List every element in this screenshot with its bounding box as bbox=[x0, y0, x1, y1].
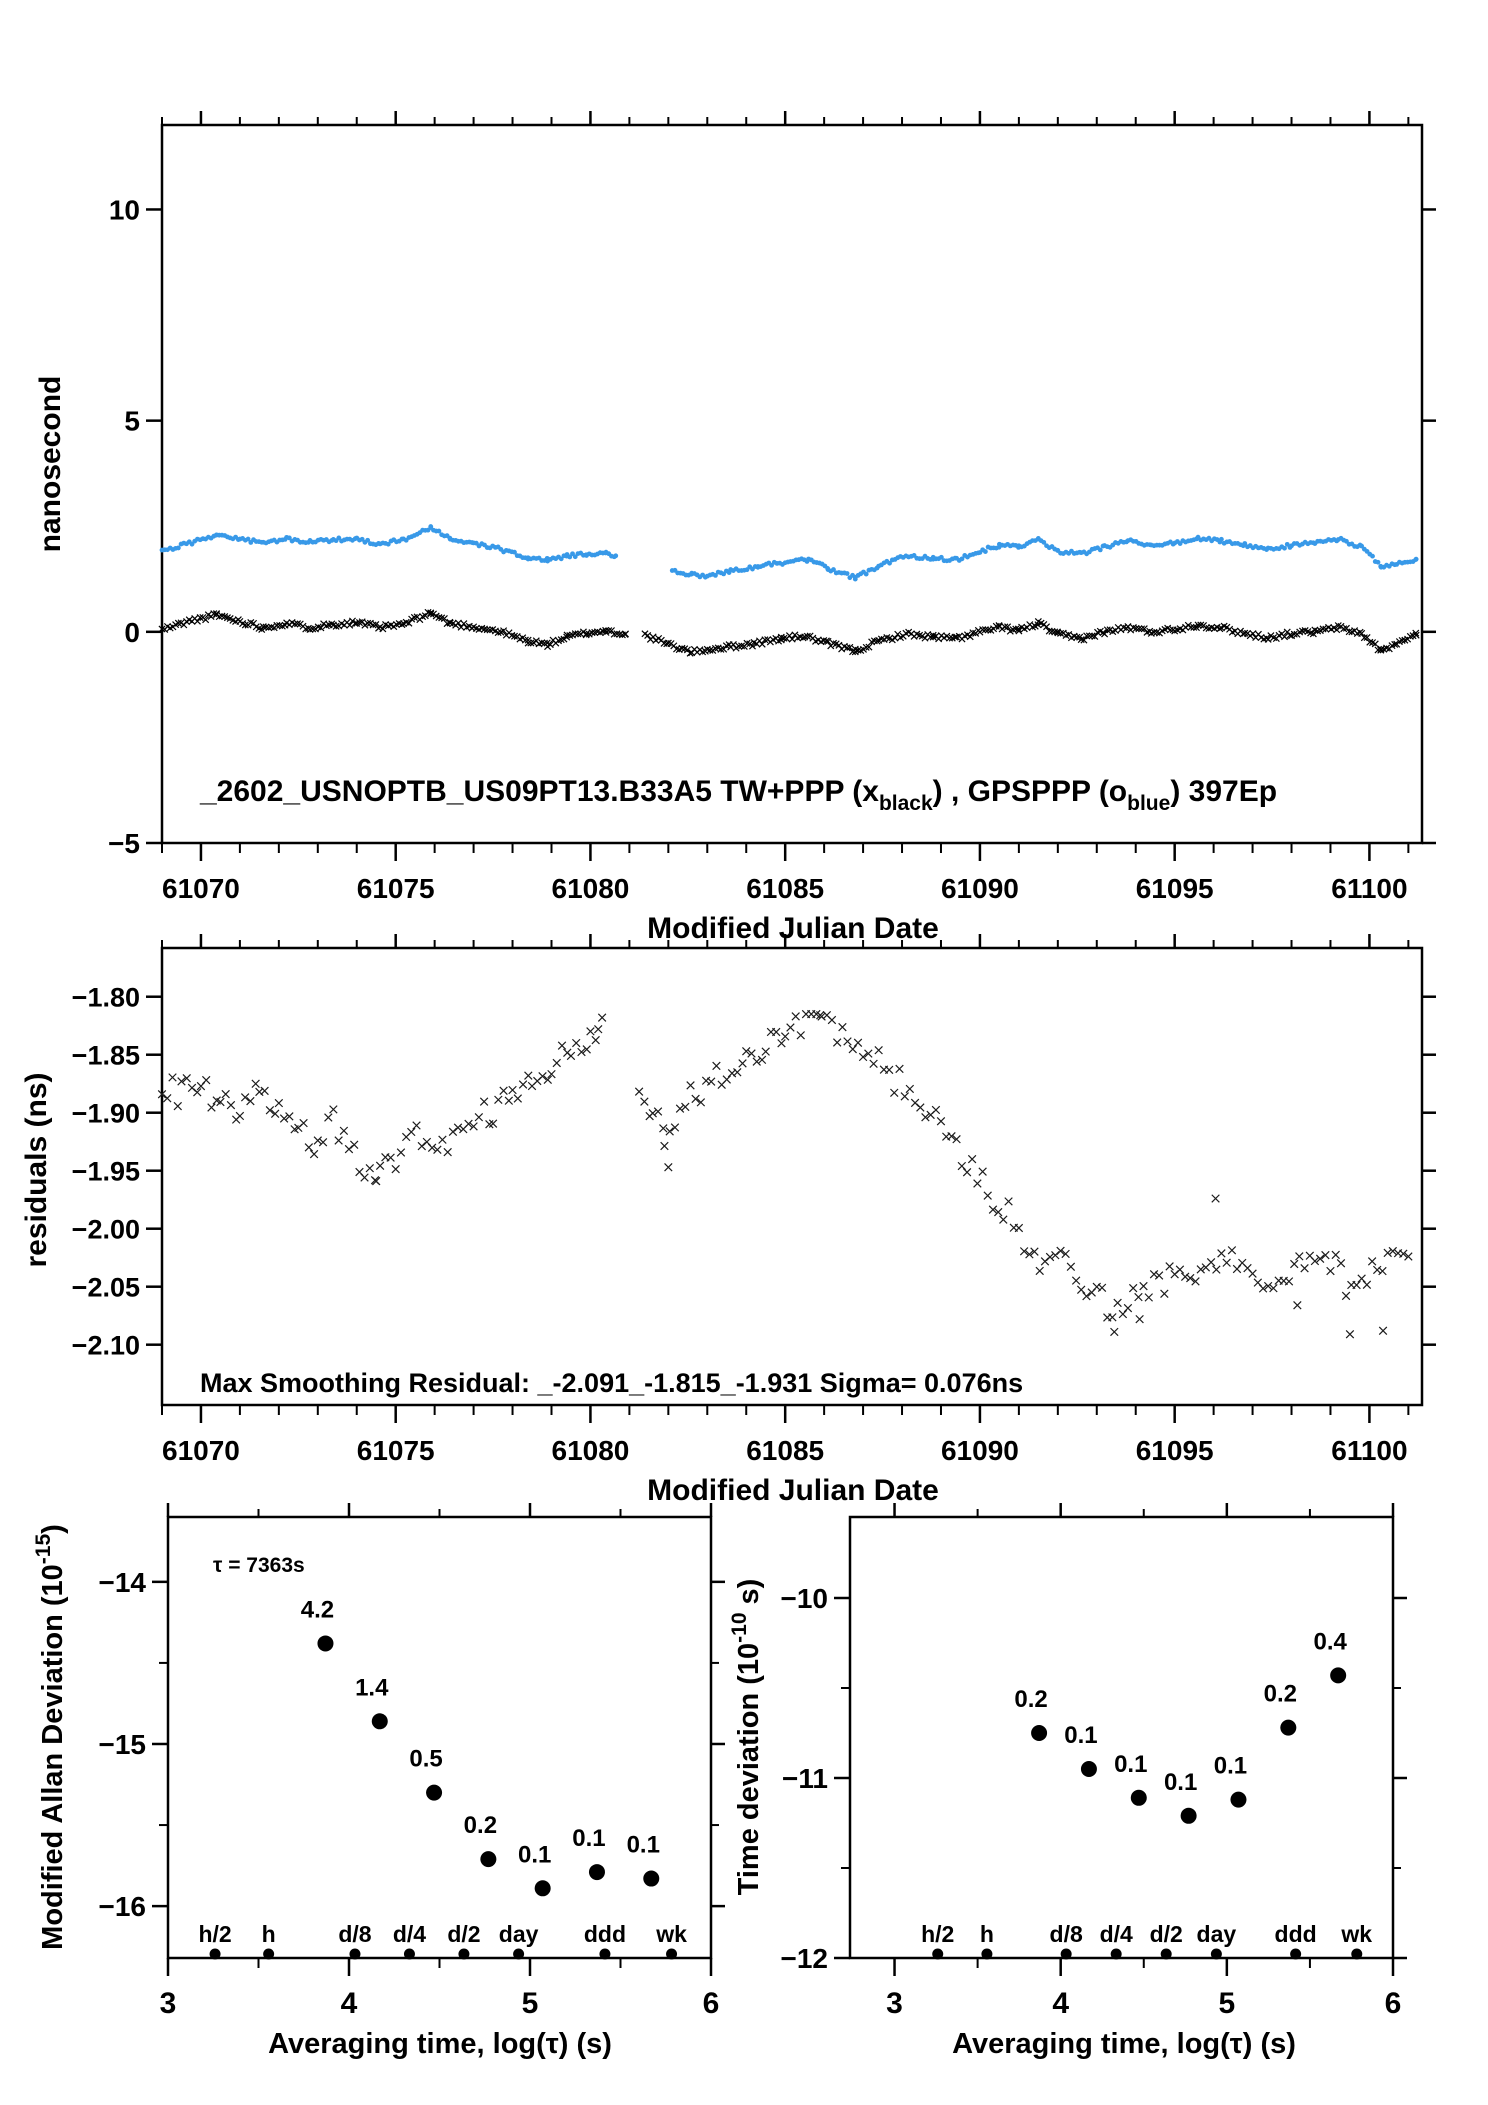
period-marker-dot bbox=[1211, 1949, 1222, 1960]
y-tick-label: −1.85 bbox=[71, 1040, 140, 1071]
data-point-value-label: 0.1 bbox=[517, 1841, 552, 1869]
top-chart-x-axis-title: Modified Julian Date bbox=[647, 912, 939, 945]
data-point-dot bbox=[535, 1880, 551, 1896]
data-point-dot bbox=[1230, 1792, 1246, 1808]
data-point-value-label: 0.2 bbox=[463, 1812, 498, 1840]
x-tick-label: 61070 bbox=[162, 1435, 240, 1466]
y-tick-label: −2.00 bbox=[71, 1214, 140, 1245]
data-point-value-label: 0.2 bbox=[1263, 1680, 1298, 1708]
x-tick-label: 61100 bbox=[1331, 873, 1408, 904]
mdev-x-axis-title: Averaging time, log(τ) (s) bbox=[268, 2028, 612, 2060]
data-point-dot bbox=[643, 1871, 659, 1887]
data-point-value-label: 0.1 bbox=[1163, 1768, 1198, 1796]
y-tick-label: −5 bbox=[108, 828, 140, 859]
y-tick-label: 0 bbox=[124, 616, 140, 648]
x-tick-label: 61080 bbox=[551, 873, 630, 904]
period-marker-dot bbox=[981, 1949, 992, 1960]
period-marker-dot bbox=[932, 1949, 943, 1960]
period-marker-dot bbox=[458, 1949, 469, 1960]
y-tick-label: −1.80 bbox=[71, 982, 140, 1013]
y-tick-label: −15 bbox=[98, 1728, 146, 1760]
data-point-value-label: 1.4 bbox=[355, 1674, 389, 1702]
data-point-value-label: 0.1 bbox=[1114, 1750, 1148, 1778]
data-point-dot bbox=[372, 1713, 388, 1729]
top-chart-y-axis-title: nanosecond bbox=[34, 375, 67, 553]
period-marker-label: d/8 bbox=[338, 1921, 372, 1947]
x-tick-label: 5 bbox=[521, 1987, 539, 2020]
x-tick-label: 61075 bbox=[356, 1435, 435, 1466]
period-marker-label: d/2 bbox=[447, 1921, 481, 1947]
period-marker-label: ddd bbox=[1274, 1921, 1317, 1947]
y-tick-label: −14 bbox=[98, 1566, 146, 1598]
mdev-y-axis-title: Modified Allan Deviation $(10^{-15})$ bbox=[32, 1524, 69, 1950]
x-tick-label: 3 bbox=[159, 1987, 177, 2020]
y-tick-label: 5 bbox=[124, 405, 140, 437]
period-marker-dot bbox=[1161, 1949, 1172, 1960]
y-tick-label: −1.95 bbox=[71, 1156, 140, 1187]
series-identification-label: _2602_USNOPTB_US09PT13.B33A5 TW+PPP $(x_{black})$ , GPSPPP $(o_{blue})$ 397Ep bbox=[200, 775, 1278, 815]
y-tick-label: −1.90 bbox=[71, 1098, 140, 1129]
data-point-dot bbox=[1031, 1725, 1047, 1741]
x-tick-label: 5 bbox=[1218, 1987, 1236, 2020]
period-marker-label: h/2 bbox=[198, 1921, 232, 1947]
y-tick-label: −12 bbox=[780, 1943, 828, 1974]
max-smoothing-residual-annotation: Max Smoothing Residual: _-2.091_-1.815_-1.931 Sigma= 0.076ns bbox=[200, 1368, 1024, 1398]
period-marker-dot bbox=[263, 1949, 274, 1960]
residuals-x-axis-title: Modified Julian Date bbox=[647, 1474, 939, 1507]
data-point-value-label: 0.2 bbox=[1014, 1686, 1048, 1713]
y-tick-label: −16 bbox=[98, 1891, 146, 1923]
period-marker-dot bbox=[349, 1949, 360, 1960]
period-marker-dot bbox=[1061, 1949, 1072, 1960]
period-marker-label: d/4 bbox=[392, 1921, 427, 1947]
x-tick-label: 61090 bbox=[940, 1435, 1019, 1466]
x-tick-label: 3 bbox=[886, 1987, 903, 2020]
tau-annotation: τ = 7363s bbox=[213, 1554, 305, 1577]
period-marker-label: wk bbox=[1341, 1921, 1373, 1947]
data-point-value-label: 4.2 bbox=[300, 1596, 335, 1624]
tdev-y-axis-title: Time deviation ($10^{-10}$ s) bbox=[728, 1578, 765, 1896]
x-tick-label: 61090 bbox=[940, 873, 1019, 904]
y-tick-label: 10 bbox=[108, 194, 140, 226]
data-point-value-label: 0.1 bbox=[1064, 1722, 1098, 1749]
data-point-dot bbox=[426, 1785, 442, 1801]
x-tick-label: 61070 bbox=[162, 873, 240, 904]
period-marker-dot bbox=[599, 1949, 610, 1960]
data-point-value-label: 0.4 bbox=[1313, 1628, 1347, 1656]
period-marker-dot bbox=[1351, 1949, 1362, 1960]
x-tick-label: 4 bbox=[1052, 1987, 1070, 2020]
x-tick-label: 61095 bbox=[1135, 1435, 1214, 1466]
y-tick-label: −2.10 bbox=[71, 1330, 140, 1361]
period-marker-dot bbox=[666, 1949, 677, 1960]
x-tick-label: 6 bbox=[1384, 1987, 1402, 2020]
x-tick-label: 61085 bbox=[746, 1435, 825, 1466]
period-marker-label: d/8 bbox=[1049, 1921, 1083, 1947]
x-tick-label: 61085 bbox=[746, 873, 825, 904]
data-point-dot bbox=[1181, 1808, 1197, 1824]
data-point-dot bbox=[1330, 1667, 1346, 1683]
x-tick-label: 61075 bbox=[356, 873, 435, 904]
data-point-dot bbox=[480, 1851, 496, 1867]
period-marker-label: h bbox=[979, 1921, 994, 1947]
period-marker-label: h/2 bbox=[921, 1921, 955, 1947]
x-tick-label: 6 bbox=[702, 1987, 720, 2020]
period-marker-label: ddd bbox=[583, 1921, 627, 1947]
period-marker-dot bbox=[1290, 1949, 1301, 1960]
period-marker-dot bbox=[404, 1949, 415, 1960]
period-marker-label: d/4 bbox=[1099, 1921, 1133, 1947]
y-tick-label: −10 bbox=[780, 1583, 828, 1614]
y-tick-label: −2.05 bbox=[71, 1272, 140, 1303]
period-marker-label: wk bbox=[656, 1921, 687, 1947]
x-tick-label: 61100 bbox=[1331, 1435, 1408, 1466]
period-marker-label: h bbox=[261, 1921, 276, 1947]
data-point-dot bbox=[1131, 1790, 1147, 1806]
period-marker-label: d/2 bbox=[1149, 1921, 1183, 1947]
data-point-value-label: 0.1 bbox=[626, 1831, 660, 1859]
x-tick-label: 61095 bbox=[1135, 873, 1214, 904]
period-marker-dot bbox=[210, 1949, 221, 1960]
residuals-y-axis-title: residuals (ns) bbox=[20, 1072, 53, 1268]
data-point-dot bbox=[589, 1864, 605, 1880]
y-tick-label: −11 bbox=[782, 1763, 828, 1794]
data-point-dot bbox=[317, 1635, 333, 1651]
x-tick-label: 61080 bbox=[551, 1435, 630, 1466]
data-point-dot bbox=[1081, 1761, 1097, 1777]
period-marker-label: day bbox=[1196, 1921, 1237, 1947]
data-point-dot bbox=[1280, 1720, 1296, 1736]
data-point-value-label: 0.1 bbox=[572, 1825, 606, 1853]
tdev-x-axis-title: Averaging time, log(τ) (s) bbox=[952, 2028, 1296, 2060]
data-point-value-label: 0.1 bbox=[1213, 1752, 1248, 1780]
x-tick-label: 4 bbox=[340, 1987, 358, 2020]
period-marker-dot bbox=[513, 1949, 524, 1960]
period-marker-label: day bbox=[498, 1921, 539, 1947]
period-marker-dot bbox=[1111, 1949, 1122, 1960]
data-point-value-label: 0.5 bbox=[409, 1745, 443, 1773]
